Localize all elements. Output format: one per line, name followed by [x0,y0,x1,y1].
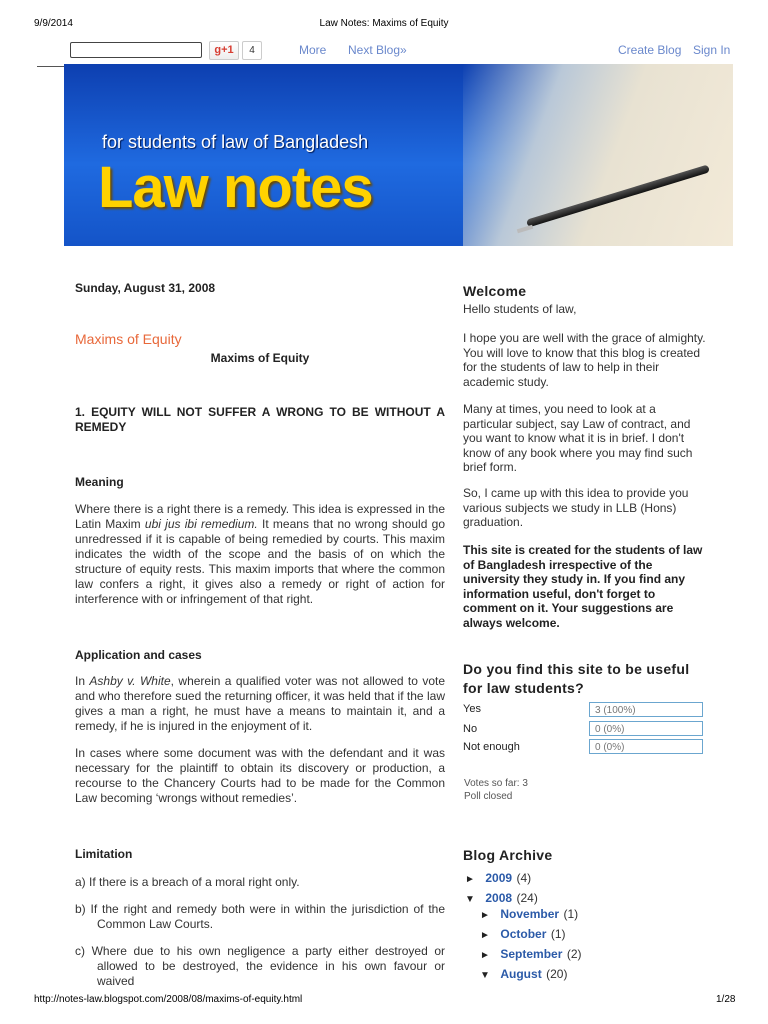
next-blog-link[interactable]: Next Blog» [348,43,407,57]
print-url: http://notes-law.blogspot.com/2008/08/maxims-of-equity.html [34,994,303,1005]
limitation-item: c) Where due to his own negligence a party either destroyed or allowed to be destroyed, the evidence in his own favour or waived [75,944,445,988]
header-banner[interactable] [64,64,733,246]
more-link[interactable]: More [299,43,327,57]
archive-count: (2) [566,947,582,961]
welcome-text: Many at times, you need to look at a particular subject, say Law of contract, and you want to know what it is in brief. I don't know of any book where you may find such brief form. [463,402,693,474]
limitation-item: b) If the right and remedy both were in within the jurisdiction of the Common Law Courts. [75,902,445,931]
archive-month[interactable] [480,945,582,963]
expand-arrow-icon[interactable]: ► [465,874,475,885]
banner-paper-image [463,64,733,246]
archive-month[interactable] [480,925,566,943]
expand-arrow-icon[interactable]: ► [480,950,490,961]
welcome-bold-text: This site is created for the students of law of Bangladesh irrespective of the university they study in. If you find any information useful, don't forget to comment on it. Your suggestions are always welcome. [463,543,703,630]
poll-option-label: Yes [463,703,481,715]
application-paragraph: In Ashby v. White, wherein a qualified voter was not allowed to vote and who therefore sued the returning officer, it was held that if the law gives a man a right, he must have a means to maintain it, and a remedy, if he is injured in the enjoyment of it. [75,674,446,733]
limitation-item: a) If there is a breach of a moral right only. [75,875,300,889]
archive-year-2009[interactable] [465,869,531,887]
banner-tagline: for students of law of Bangladesh [102,132,369,152]
post-center-title: Maxims of Equity [210,351,310,365]
limitation-heading: Limitation [75,847,133,861]
poll-question: Do you find this site to be useful for law students? [463,661,690,696]
sign-in-link[interactable]: Sign In [693,43,731,57]
archive-count: (24) [516,891,538,905]
poll-result-bar: 0 (0%) [589,739,703,754]
archive-month[interactable] [480,965,567,983]
collapse-arrow-icon[interactable]: ▼ [480,970,490,981]
meaning-paragraph: Where there is a right there is a remedy. This idea is expressed in the Latin Maxim ubi jus ibi remedium. It means that no wrong should go unredressed if it is capable of being remedied by courts. This maxim indicates the width of the scope and the basis of on which the structure of equity rests. This maxim imports that where the common law confers a right, it gives also a remedy or right of action for interference with or infringement of that right. [75,502,446,606]
maxim-heading: 1. EQUITY WILL NOT SUFFER A WRONG TO BE WITHOUT A REMEDY [75,405,445,434]
application-heading: Application and cases [75,648,202,662]
archive-month-label[interactable]: August [500,967,542,981]
search-input[interactable] [70,42,202,58]
print-title: Law Notes: Maxims of Equity [319,18,449,29]
archive-count: (1) [550,927,566,941]
welcome-text: So, I came up with this idea to provide you various subjects we study in LLB (Hons) graduation. [463,486,689,529]
poll-option-label: Not enough [463,741,520,753]
archive-count: (4) [516,871,532,885]
archive-year-label[interactable]: 2008 [485,891,513,905]
poll-option-label: No [463,723,478,735]
print-page-number: 1/28 [716,994,736,1005]
archive-heading: Blog Archive [463,847,553,863]
welcome-text: Hello students of law, [463,302,577,316]
poll-result-bar: 3 (100%) [589,702,703,717]
print-date: 9/9/2014 [34,18,73,29]
welcome-text: I hope you are well with the grace of almighty. You will love to know that this blog is created for the students of law to help in their academic study. [463,331,706,389]
poll-result-bar: 0 (0%) [589,721,703,736]
archive-month-label[interactable]: November [500,907,560,921]
archive-month-label[interactable]: October [500,927,547,941]
archive-year-label[interactable]: 2009 [485,871,513,885]
archive-count: (20) [546,967,568,981]
banner-title: Law notes [98,155,373,220]
poll-votes: Votes so far: 3 [464,778,528,789]
post-date: Sunday, August 31, 2008 [75,281,216,295]
google-plus-button[interactable]: g+1 [209,41,239,60]
archive-count: (1) [563,907,579,921]
welcome-heading: Welcome [463,283,527,299]
google-plus-count: 4 [242,41,262,60]
meaning-heading: Meaning [75,475,124,489]
poll-status: Poll closed [464,791,513,802]
archive-month-label[interactable]: September [500,947,563,961]
create-blog-link[interactable]: Create Blog [618,43,682,57]
archive-month[interactable] [480,905,578,923]
expand-arrow-icon[interactable]: ► [480,930,490,941]
collapse-arrow-icon[interactable]: ▼ [465,894,475,905]
application-paragraph-2: In cases where some document was with the defendant and it was necessary for the plaintiff to obtain its discovery or production, a recourse to the Chancery Courts had to be made for the Common Law becoming ‘wrongs without remedies’. [75,746,445,805]
post-title[interactable]: Maxims of Equity [75,331,182,347]
expand-arrow-icon[interactable]: ► [480,910,490,921]
